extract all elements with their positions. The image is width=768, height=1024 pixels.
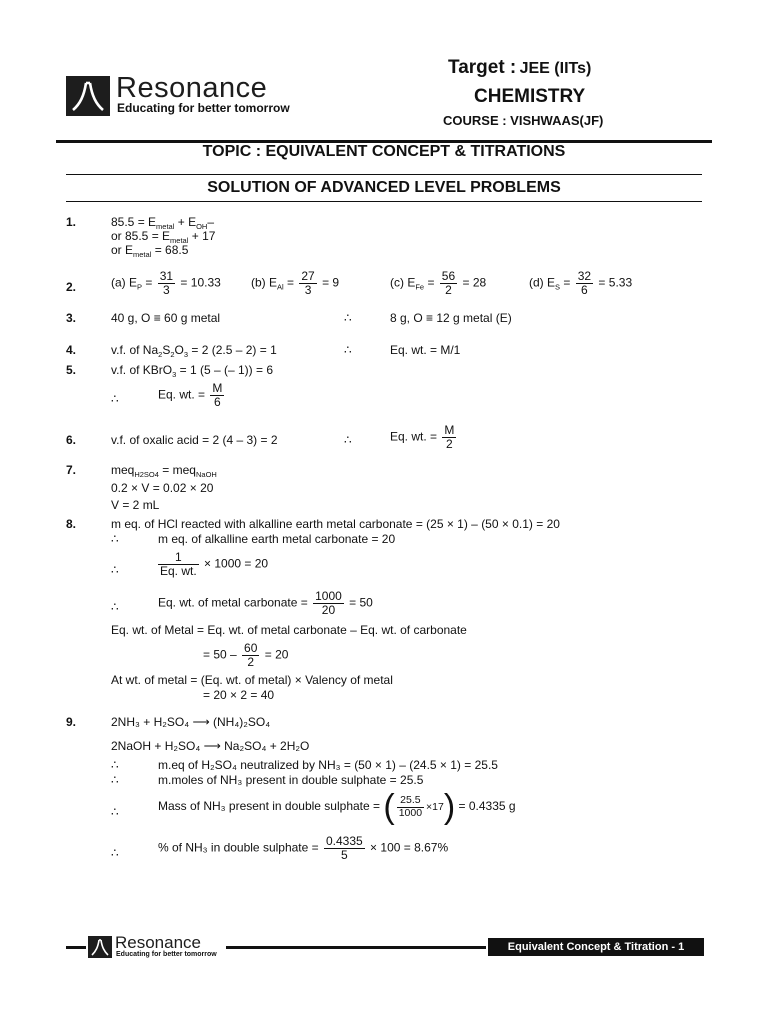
footer-page-label: Equivalent Concept & Titration - xyxy=(507,941,676,953)
denominator: 20 xyxy=(321,602,336,617)
fraction xyxy=(299,270,316,296)
denominator: 6 xyxy=(214,394,221,409)
text: = 50 – xyxy=(203,647,237,662)
therefore-symbol: ∴ xyxy=(111,392,119,406)
numerator: 25.5 xyxy=(397,795,424,807)
subscript: metal xyxy=(170,236,189,245)
text: Eq. wt. = xyxy=(390,429,438,444)
denominator: 3 xyxy=(163,282,170,297)
text: ×17 xyxy=(426,801,444,814)
text: (d) E xyxy=(529,275,556,290)
footer-page-number: 1 xyxy=(678,941,685,953)
problem-9-reaction-2: 2NaOH + H₂SO₄ ⟶ Na₂SO₄ + 2H₂O xyxy=(111,739,310,753)
problem-2-part-a xyxy=(111,270,221,296)
text: O xyxy=(174,343,184,357)
denominator: 6 xyxy=(581,282,588,297)
section-rule xyxy=(66,201,702,202)
course-label: COURSE : VISHWAAS(JF) xyxy=(443,113,604,128)
footer-page-badge xyxy=(488,938,704,956)
fraction xyxy=(324,835,365,861)
text: = 20 xyxy=(264,647,289,662)
subscript: S xyxy=(555,282,561,292)
problem-number: 5. xyxy=(66,363,77,377)
denominator: Eq. wt. xyxy=(160,563,197,578)
text: = 10.33 xyxy=(180,275,221,290)
denominator: 2 xyxy=(445,282,452,297)
text: v.f. of KBrO xyxy=(111,363,173,377)
subscript: 2 xyxy=(158,350,163,359)
subscript: NaOH xyxy=(195,470,217,479)
denominator: 3 xyxy=(304,282,312,297)
text: = 2 (2.5 – 2) = 1 xyxy=(188,343,277,357)
subscript: P xyxy=(137,282,143,292)
text: × 100 = 8.67% xyxy=(370,840,449,855)
denominator: 1000 xyxy=(398,806,423,819)
text: (c) E xyxy=(390,275,416,290)
problem-6-left: v.f. of oxalic acid = 2 (4 – 3) = 2 xyxy=(111,433,278,447)
left-parenthesis: ( xyxy=(383,788,395,826)
fraction xyxy=(397,795,424,818)
text: – xyxy=(207,215,215,229)
problem-6-right xyxy=(390,424,458,450)
resonance-logo-icon xyxy=(66,76,110,116)
fraction xyxy=(210,382,224,408)
resonance-logo-icon xyxy=(88,936,112,958)
problem-8-line-2: m eq. of alkalline earth metal carbonate = 20 xyxy=(158,532,396,546)
numerator: 0.4335 xyxy=(326,834,363,848)
text: = xyxy=(560,275,574,290)
problem-3-right: 8 g, O ≡ 12 g metal (E) xyxy=(390,311,512,325)
text: = xyxy=(142,275,156,290)
problem-9-reaction-1: 2NH₃ + H₂SO₄ ⟶ (NH₄)₂SO₄ xyxy=(111,715,271,729)
numerator: 27 xyxy=(301,269,315,283)
problem-number: 1. xyxy=(66,215,77,229)
subscript: 3 xyxy=(172,370,177,379)
therefore-symbol: ∴ xyxy=(111,758,119,772)
text: = xyxy=(424,275,438,290)
brand-logo xyxy=(66,76,110,116)
numerator: M xyxy=(212,381,223,395)
problem-number: 3. xyxy=(66,311,77,325)
fraction xyxy=(442,424,456,450)
problem-7-line-1 xyxy=(111,463,217,479)
text: = 1 (5 – (– 1)) = 6 xyxy=(176,363,274,377)
footer-brand-tagline: Educating for better tomorrow xyxy=(116,951,217,958)
fraction xyxy=(440,270,457,296)
text: Eq. wt. = xyxy=(158,387,206,402)
problem-4-right: Eq. wt. = M/1 xyxy=(390,343,461,357)
text: (a) E xyxy=(111,275,138,290)
problem-number: 4. xyxy=(66,343,77,357)
fraction xyxy=(313,590,344,616)
problem-8-line-7: At wt. of metal = (Eq. wt. of metal) × Valency of metal xyxy=(111,673,393,687)
text: Mass of NH₃ present in double sulphate = xyxy=(158,799,381,814)
therefore-symbol: ∴ xyxy=(111,805,119,819)
therefore-symbol: ∴ xyxy=(344,311,352,325)
problem-8-line-1: m eq. of HCl reacted with alkalline earth metal carbonate = (25 × 1) – (50 × 0.1) = 20 xyxy=(111,517,560,531)
numerator: 31 xyxy=(159,269,174,283)
text: = 0.4335 g xyxy=(458,799,516,814)
subscript: Al xyxy=(277,282,284,292)
problem-2-part-c xyxy=(390,270,486,296)
problem-3-left: 40 g, O ≡ 60 g metal xyxy=(111,311,221,325)
therefore-symbol: ∴ xyxy=(111,846,119,860)
text: or 85.5 = E xyxy=(111,229,171,243)
subscript: OH xyxy=(196,222,208,231)
problem-7-line-2: 0.2 × V = 0.02 × 20 xyxy=(111,481,214,495)
subject-title: CHEMISTRY xyxy=(474,86,586,107)
problem-8-line-3 xyxy=(156,551,268,577)
problem-4-left xyxy=(111,343,277,359)
numerator: 1 xyxy=(158,551,199,565)
footer-rule-left xyxy=(66,946,86,949)
problem-8-line-6 xyxy=(203,642,288,668)
text: v.f. of Na xyxy=(111,343,159,357)
text: 85.5 = E xyxy=(111,215,157,229)
text: + E xyxy=(174,215,197,229)
text: % of NH₃ in double sulphate = xyxy=(158,840,319,855)
text: × 1000 = 20 xyxy=(204,556,269,571)
numerator: 56 xyxy=(441,269,456,283)
problem-number: 8. xyxy=(66,517,77,531)
section-title: SOLUTION OF ADVANCED LEVEL PROBLEMS xyxy=(207,179,561,196)
text: Eq. wt. of metal carbonate = xyxy=(158,595,308,610)
problem-5-line-1 xyxy=(111,363,273,379)
problem-number: 6. xyxy=(66,433,77,447)
fraction xyxy=(158,551,199,577)
therefore-symbol: ∴ xyxy=(111,773,119,787)
problem-7-line-3: V = 2 mL xyxy=(111,498,160,512)
footer-rule-right xyxy=(226,946,486,949)
subscript: Fe xyxy=(415,282,425,292)
subscript: 2 xyxy=(170,350,175,359)
subscript: H2SO4 xyxy=(134,470,159,479)
problem-2-part-d xyxy=(529,270,632,296)
topic-rule xyxy=(66,174,702,175)
target-label: Target : xyxy=(448,57,517,78)
therefore-symbol: ∴ xyxy=(344,433,352,447)
text: + 17 xyxy=(188,229,216,243)
problem-9-line-6 xyxy=(158,835,448,861)
numerator: 1000 xyxy=(315,589,342,603)
numerator: 32 xyxy=(577,269,592,283)
problem-8-line-5: Eq. wt. of Metal = Eq. wt. of metal carbonate – Eq. wt. of carbonate xyxy=(111,623,467,637)
numerator: M xyxy=(444,423,455,437)
target-value: JEE (IITs) xyxy=(519,60,592,77)
text: (b) E xyxy=(251,275,278,290)
brand-tagline: Educating for better tomorrow xyxy=(117,101,290,115)
text: = meq xyxy=(158,463,196,477)
fraction xyxy=(242,642,259,668)
target-line xyxy=(448,57,591,79)
fraction xyxy=(158,270,175,296)
problem-9-line-4: m.moles of NH₃ present in double sulphate = 25.5 xyxy=(158,773,424,787)
text: = 50 xyxy=(349,595,373,610)
text: = xyxy=(283,275,298,290)
therefore-symbol: ∴ xyxy=(111,532,119,546)
text: or E xyxy=(111,243,134,257)
subscript: 3 xyxy=(183,350,189,359)
text: = 28 xyxy=(462,275,487,290)
problem-5-line-2 xyxy=(158,382,226,408)
footer-brand-name: Resonance xyxy=(115,933,202,952)
right-parenthesis: ) xyxy=(443,788,456,826)
problem-8-line-4 xyxy=(158,590,373,616)
problem-1-line-3 xyxy=(111,243,188,259)
footer-logo xyxy=(88,936,112,958)
problem-2-part-b xyxy=(251,270,339,296)
numerator: 60 xyxy=(244,641,258,655)
problem-9-line-3: m.eq of H₂SO₄ neutralized by NH₃ = (50 × 1) – (24.5 × 1) = 25.5 xyxy=(158,758,498,772)
subscript: metal xyxy=(133,250,152,259)
problem-number: 7. xyxy=(66,463,77,477)
problem-8-line-8: = 20 × 2 = 40 xyxy=(203,688,275,702)
text: = 9 xyxy=(322,275,340,290)
denominator: 5 xyxy=(341,847,348,862)
problem-9-line-5 xyxy=(158,790,516,824)
text: = 5.33 xyxy=(598,275,633,290)
denominator: 2 xyxy=(247,654,255,669)
problem-number: 2. xyxy=(66,280,77,294)
text: meq xyxy=(111,463,135,477)
topic-heading: TOPIC : EQUIVALENT CONCEPT & TITRATIONS xyxy=(202,143,566,160)
text: = 68.5 xyxy=(151,243,189,257)
therefore-symbol: ∴ xyxy=(111,600,119,614)
problem-number: 9. xyxy=(66,715,77,729)
fraction xyxy=(576,270,593,296)
therefore-symbol: ∴ xyxy=(111,563,119,577)
therefore-symbol: ∴ xyxy=(344,343,352,357)
text: S xyxy=(162,343,171,357)
subscript: metal xyxy=(156,222,175,231)
denominator: 2 xyxy=(446,436,453,451)
brand-name: Resonance xyxy=(116,72,268,104)
